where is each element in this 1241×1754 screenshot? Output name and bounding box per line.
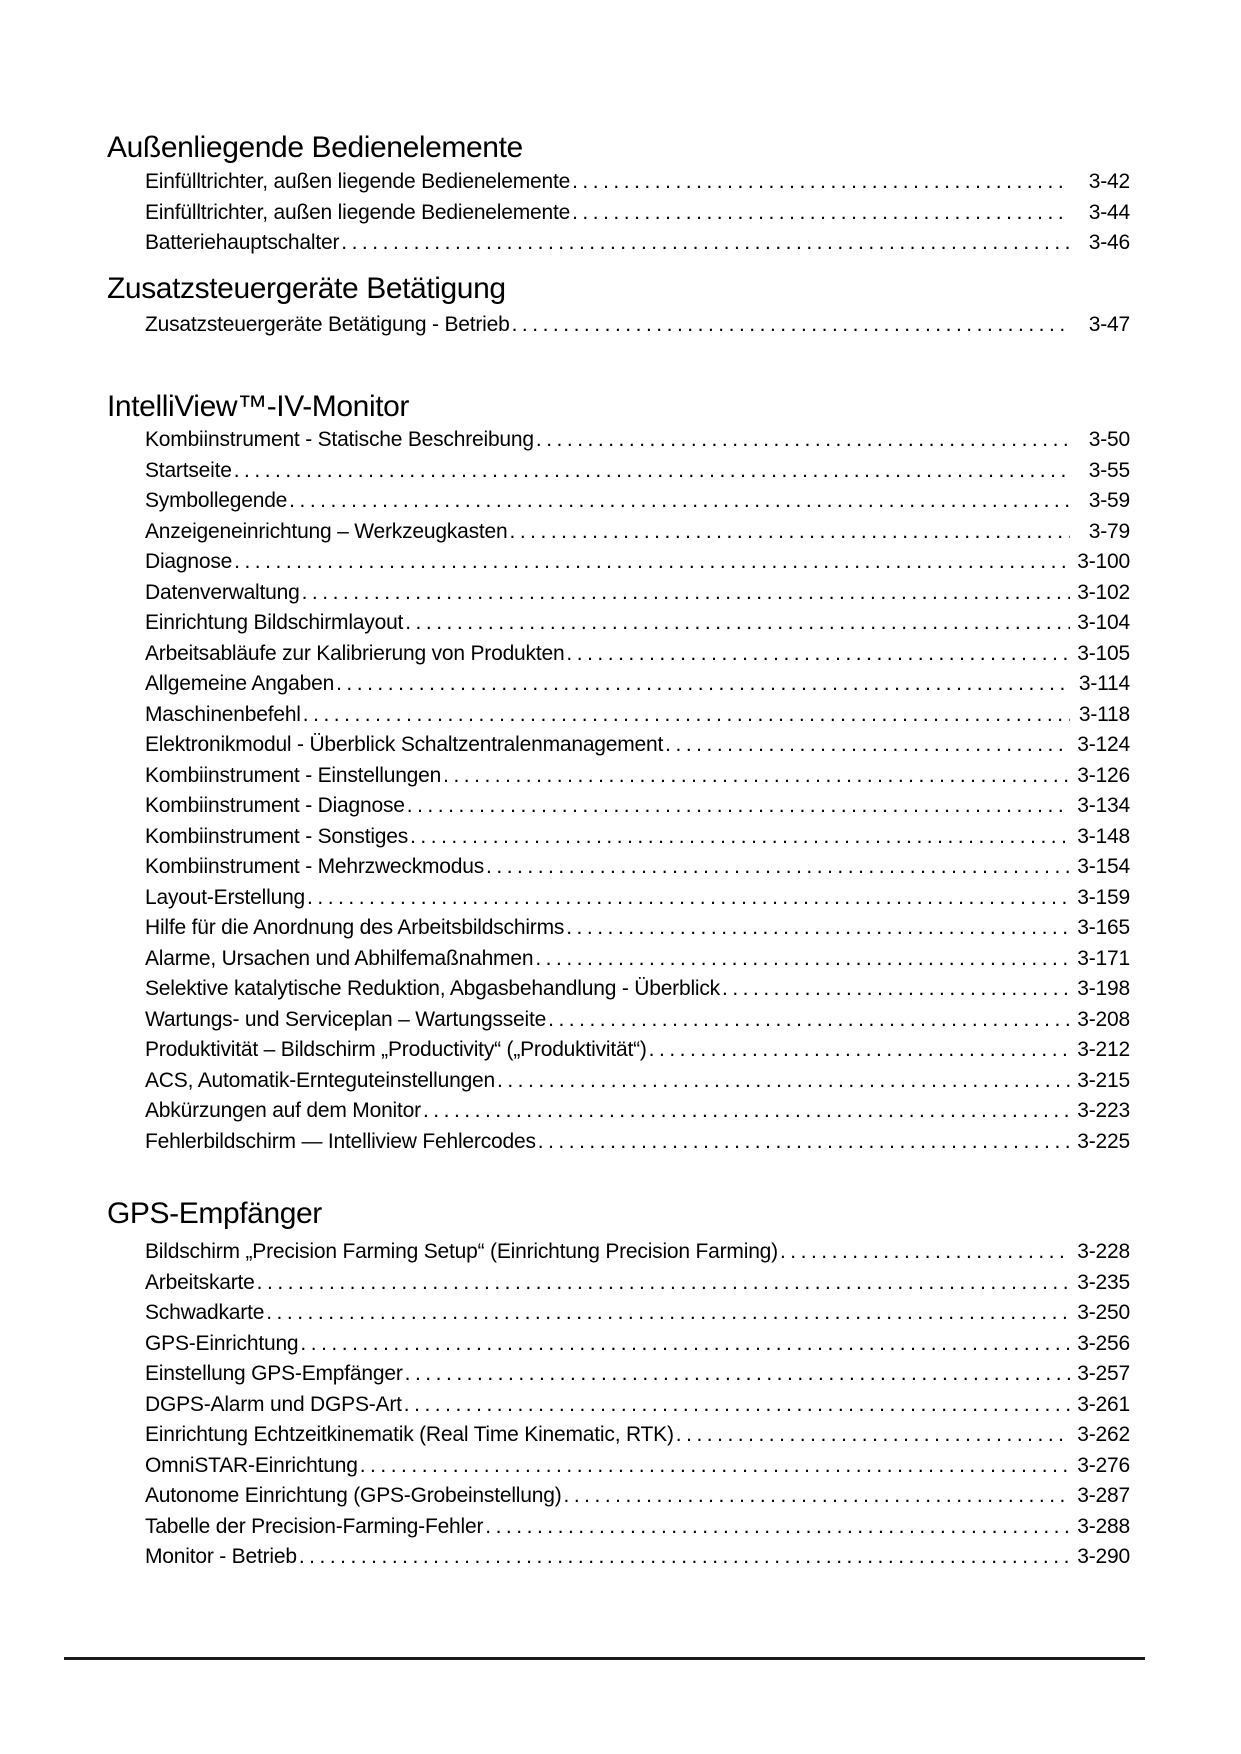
- entry-label: Abkürzungen auf dem Monitor: [145, 1099, 421, 1122]
- toc-section-2: [107, 389, 1130, 1157]
- entry-page-number: 3-215: [1077, 1068, 1130, 1092]
- toc-entry: [145, 944, 1130, 975]
- entry-page-number: 3-223: [1077, 1099, 1130, 1122]
- toc-entry: [145, 913, 1130, 944]
- section-title: Außenliegende Bedienelemente: [107, 131, 523, 164]
- dot-leader: [676, 1420, 1070, 1451]
- entry-page-number: 3-148: [1077, 824, 1130, 848]
- toc-entry: [145, 228, 1130, 259]
- toc-entry: [145, 1512, 1130, 1543]
- entry-label: Bildschirm „Precision Farming Setup“ (Einrichtung Precision Farming): [145, 1240, 778, 1263]
- entry-label: Einrichtung Echtzeitkinematik (Real Time Kinematic, RTK): [145, 1423, 674, 1446]
- entry-label: Schwadkarte: [145, 1301, 265, 1324]
- toc-entry: [145, 1237, 1130, 1268]
- dot-leader: [300, 1329, 1070, 1360]
- entry-label: Arbeitsabläufe zur Kalibrierung von Produkten: [145, 641, 565, 665]
- dot-leader: [486, 852, 1070, 883]
- entry-page-number: 3-288: [1077, 1514, 1130, 1538]
- entry-label: Hilfe für die Anordnung des Arbeitsbildschirms: [145, 916, 565, 939]
- entry-page-number: 3-198: [1077, 977, 1130, 1000]
- toc-entry: [145, 1451, 1130, 1482]
- dot-leader: [572, 167, 1070, 198]
- dot-leader: [566, 913, 1070, 944]
- entry-label: Einfülltrichter, außen liegende Bedienelemente: [145, 170, 571, 193]
- entry-page-number: 3-287: [1077, 1484, 1130, 1507]
- entry-page-number: 3-59: [1088, 489, 1130, 512]
- toc-entry: [145, 730, 1130, 761]
- entry-label: Maschinenbefehl: [145, 702, 301, 726]
- entry-page-number: 3-256: [1077, 1331, 1130, 1355]
- entry-page-number: 3-126: [1077, 763, 1130, 787]
- entry-label: GPS-Einrichtung: [145, 1331, 299, 1355]
- entry-page-number: 3-102: [1077, 580, 1130, 604]
- dot-leader: [548, 1005, 1070, 1036]
- entry-label: Autonome Einrichtung (GPS-Grobeinstellung): [145, 1484, 562, 1507]
- toc-entry: [145, 669, 1130, 700]
- entry-page-number: 3-104: [1077, 611, 1130, 634]
- toc-entry: [145, 486, 1130, 517]
- entry-page-number: 3-228: [1077, 1240, 1130, 1263]
- dot-leader: [341, 228, 1070, 259]
- entry-label: DGPS-Alarm und DGPS-Art: [145, 1392, 402, 1416]
- dot-leader: [566, 639, 1070, 670]
- dot-leader: [536, 425, 1070, 456]
- toc-entry: [145, 1268, 1130, 1299]
- entry-page-number: 3-235: [1077, 1270, 1130, 1294]
- entry-label: ACS, Automatik-Ernteguteinstellungen: [145, 1068, 496, 1092]
- entry-page-number: 3-134: [1077, 794, 1130, 817]
- entry-label: Kombiinstrument - Statische Beschreibung: [145, 428, 534, 451]
- entry-label: Kombiinstrument - Mehrzweckmodus: [145, 855, 485, 878]
- dot-leader: [307, 883, 1070, 914]
- toc-entry: [145, 1329, 1130, 1360]
- toc-entry: [145, 1127, 1130, 1158]
- entry-page-number: 3-159: [1077, 885, 1130, 909]
- entry-page-number: 3-44: [1088, 200, 1130, 224]
- dot-leader: [512, 310, 1070, 341]
- toc-entry: [145, 1005, 1130, 1036]
- toc-entry: [145, 547, 1130, 578]
- dot-leader: [234, 547, 1070, 578]
- toc-entry: [145, 198, 1130, 229]
- dot-leader: [405, 1359, 1070, 1390]
- entry-label: Arbeitskarte: [145, 1270, 255, 1294]
- entry-label: Kombiinstrument - Sonstiges: [145, 824, 409, 848]
- dot-leader: [485, 1512, 1070, 1543]
- dot-leader: [497, 1066, 1070, 1097]
- toc-entry: [145, 1066, 1130, 1097]
- entry-label: Diagnose: [145, 550, 233, 573]
- entry-label: Einfülltrichter, außen liegende Bedienelemente: [145, 200, 571, 224]
- entry-page-number: 3-42: [1088, 170, 1130, 193]
- toc-entry: [145, 578, 1130, 609]
- dot-leader: [665, 730, 1070, 761]
- entry-page-number: 3-171: [1077, 946, 1130, 970]
- entry-label: Wartungs- und Serviceplan – Wartungsseite: [145, 1007, 547, 1031]
- toc-entry: [145, 761, 1130, 792]
- entry-page-number: 3-79: [1088, 519, 1130, 543]
- toc-entry: [145, 1542, 1130, 1573]
- toc-entry: [145, 822, 1130, 853]
- dot-leader: [509, 517, 1070, 548]
- entry-page-number: 3-118: [1078, 702, 1130, 726]
- entry-page-number: 3-262: [1077, 1423, 1130, 1446]
- toc-entry: [145, 425, 1130, 456]
- dot-leader: [443, 761, 1070, 792]
- dot-leader: [360, 1451, 1070, 1482]
- entry-page-number: 3-100: [1077, 550, 1130, 573]
- toc-entry: [145, 167, 1130, 198]
- toc-entry: [145, 1096, 1130, 1127]
- dot-leader: [423, 1096, 1070, 1127]
- entry-label: Monitor - Betrieb: [145, 1545, 297, 1568]
- toc-entry: [145, 310, 1130, 341]
- toc-entry: [145, 1420, 1130, 1451]
- entry-label: Tabelle der Precision-Farming-Fehler: [145, 1514, 484, 1538]
- toc-entry: [145, 974, 1130, 1005]
- entry-page-number: 3-154: [1077, 855, 1130, 878]
- dot-leader: [266, 1298, 1070, 1329]
- dot-leader: [302, 578, 1070, 609]
- entry-label: Einstellung GPS-Empfänger: [145, 1362, 403, 1385]
- section-title: IntelliView™-IV-Monitor: [107, 390, 410, 423]
- entry-page-number: 3-208: [1077, 1007, 1130, 1031]
- entry-page-number: 3-165: [1077, 916, 1130, 939]
- section-title: Zusatzsteuergeräte Betätigung: [107, 271, 506, 305]
- entry-page-number: 3-250: [1077, 1301, 1130, 1324]
- dot-leader: [404, 1390, 1070, 1421]
- toc-entry: [145, 1359, 1130, 1390]
- toc-entry: [145, 883, 1130, 914]
- dot-leader: [299, 1542, 1070, 1573]
- entry-page-number: 3-290: [1077, 1545, 1130, 1568]
- dot-leader: [535, 944, 1070, 975]
- entry-page-number: 3-257: [1077, 1362, 1130, 1385]
- toc-content: [107, 0, 1130, 1573]
- section-entries: [145, 425, 1130, 1157]
- entry-label: Elektronikmodul - Überblick Schaltzentralenmanagement: [145, 733, 664, 756]
- section-entries: [145, 310, 1130, 341]
- toc-entry: [145, 1298, 1130, 1329]
- entry-page-number: 3-46: [1088, 231, 1130, 254]
- entry-label: Datenverwaltung: [145, 580, 300, 604]
- entry-page-number: 3-276: [1077, 1453, 1130, 1477]
- dot-leader: [234, 456, 1070, 487]
- entry-label: Einrichtung Bildschirmlayout: [145, 611, 404, 634]
- entry-label: Kombiinstrument - Diagnose: [145, 794, 405, 817]
- dot-leader: [407, 791, 1070, 822]
- dot-leader: [410, 822, 1070, 853]
- entry-page-number: 3-212: [1077, 1038, 1130, 1061]
- toc-entry: [145, 639, 1130, 670]
- dot-leader: [780, 1237, 1070, 1268]
- entry-label: Fehlerbildschirm — Intelliview Fehlercodes: [145, 1129, 536, 1153]
- toc-entry: [145, 517, 1130, 548]
- dot-leader: [722, 974, 1070, 1005]
- entry-label: Alarme, Ursachen und Abhilfemaßnahmen: [145, 946, 534, 970]
- entry-label: Selektive katalytische Reduktion, Abgasbehandlung - Überblick: [145, 977, 720, 1000]
- toc-entry: [145, 608, 1130, 639]
- dot-leader: [649, 1035, 1070, 1066]
- dot-leader: [405, 608, 1070, 639]
- dot-leader: [257, 1268, 1070, 1299]
- toc-section-1: [107, 271, 1130, 341]
- entry-label: Layout-Erstellung: [145, 885, 306, 909]
- entry-label: Allgemeine Angaben: [145, 672, 335, 695]
- entry-label: Kombiinstrument - Einstellungen: [145, 763, 442, 787]
- entry-page-number: 3-47: [1088, 312, 1130, 336]
- toc-entry: [145, 1390, 1130, 1421]
- dot-leader: [572, 198, 1070, 229]
- toc-entry: [145, 700, 1130, 731]
- dot-leader: [563, 1481, 1070, 1512]
- entry-label: Symbollegende: [145, 489, 288, 512]
- section-title: GPS-Empfänger: [107, 1197, 322, 1230]
- entry-page-number: 3-124: [1077, 733, 1130, 756]
- entry-label: Zusatzsteuergeräte Betätigung - Betrieb: [145, 312, 510, 336]
- toc-entry: [145, 791, 1130, 822]
- toc-entry: [145, 456, 1130, 487]
- entry-page-number: 3-55: [1088, 458, 1130, 482]
- toc-section-3: [107, 1196, 1130, 1573]
- entry-page-number: 3-114: [1078, 672, 1130, 695]
- entry-label: Anzeigeneinrichtung – Werkzeugkasten: [145, 519, 508, 543]
- section-entries: [145, 1237, 1130, 1573]
- entry-label: Batteriehauptschalter: [145, 231, 340, 254]
- dot-leader: [303, 700, 1070, 731]
- section-entries: [145, 167, 1130, 259]
- entry-label: OmniSTAR-Einrichtung: [145, 1453, 358, 1477]
- dot-leader: [336, 669, 1070, 700]
- entry-page-number: 3-105: [1077, 641, 1130, 665]
- entry-page-number: 3-50: [1088, 428, 1130, 451]
- toc-section-0: [107, 130, 1130, 259]
- entry-label: Startseite: [145, 458, 232, 482]
- toc-entry: [145, 1035, 1130, 1066]
- footer-rule: [64, 1657, 1145, 1660]
- dot-leader: [538, 1127, 1070, 1158]
- entry-label: Produktivität – Bildschirm „Productivity“ („Produktivität“): [145, 1038, 647, 1061]
- dot-leader: [289, 486, 1070, 517]
- toc-entry: [145, 852, 1130, 883]
- toc-entry: [145, 1481, 1130, 1512]
- entry-page-number: 3-225: [1077, 1129, 1130, 1153]
- entry-page-number: 3-261: [1077, 1392, 1130, 1416]
